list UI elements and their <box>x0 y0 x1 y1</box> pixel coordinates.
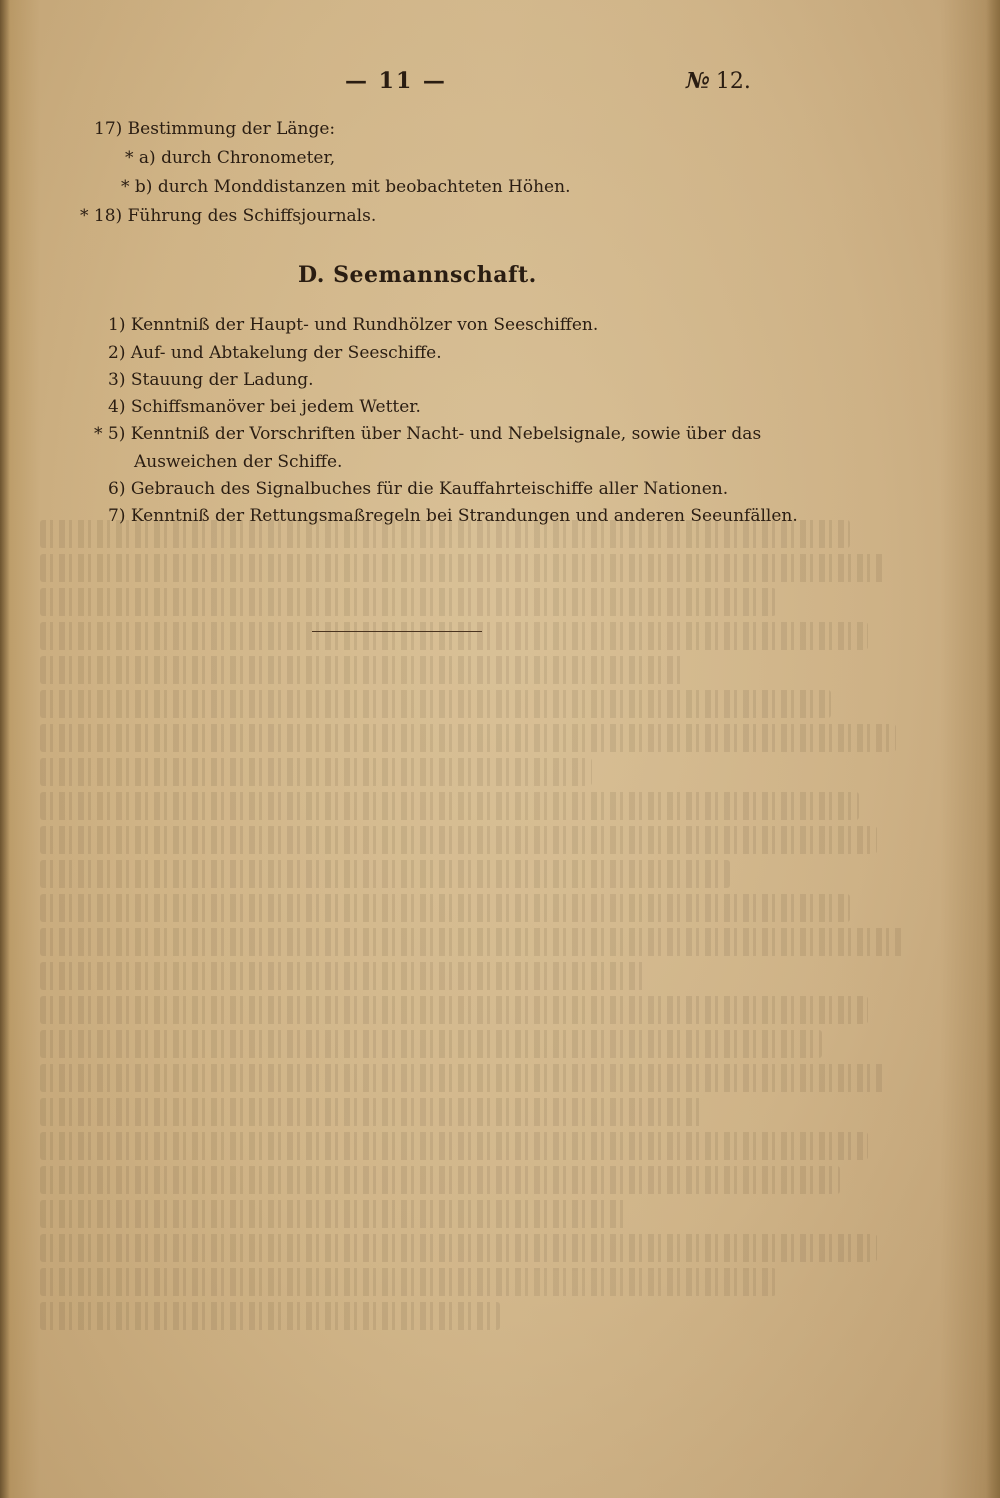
list-item-text: 17) Bestimmung der Länge: <box>94 119 336 139</box>
list-item-continuation <box>134 450 342 474</box>
list-item <box>108 368 314 392</box>
list-item-text: 4) Schiffsmanöver bei jedem Wetter. <box>108 397 421 417</box>
section-heading-d: D. Seemannschaft. <box>298 262 537 288</box>
list-item <box>80 204 376 228</box>
list-item <box>108 504 798 528</box>
list-item <box>108 341 442 365</box>
list-item-text: 3) Stauung der Ladung. <box>108 370 314 390</box>
document-number-value: 12. <box>715 69 751 94</box>
page-header <box>0 68 1000 104</box>
document-number <box>686 68 751 94</box>
list-item-text: 6) Gebrauch des Signalbuches für die Kauffahrteischiffe aller Nationen. <box>108 479 729 499</box>
page-left-edge <box>0 0 10 1498</box>
list-item <box>108 477 728 501</box>
bleed-through-texture <box>40 520 960 1420</box>
list-item-marker: * <box>94 424 103 444</box>
list-item-text: Ausweichen der Schiffe. <box>134 452 343 472</box>
list-item-text: b) durch Monddistanzen mit beobachteten Höhen. <box>134 177 571 197</box>
list-item-text: 7) Kenntniß der Rettungsmaßregeln bei Strandungen und anderen Seeunfällen. <box>108 506 798 526</box>
list-item <box>94 117 335 141</box>
list-item-marker: * <box>80 206 89 226</box>
list-item <box>125 146 335 170</box>
number-sign: № <box>686 68 710 94</box>
list-item-text: 2) Auf- und Abtakelung der Seeschiffe. <box>108 343 442 363</box>
list-item-text: 1) Kenntniß der Haupt- und Rundhölzer von Seeschiffen. <box>108 315 599 335</box>
page-number: — 11 — <box>345 68 447 94</box>
list-item <box>108 313 598 337</box>
list-item <box>108 395 421 419</box>
list-item <box>94 422 761 446</box>
list-item-text: 5) Kenntniß der Vorschriften über Nacht- und Nebelsignale, sowie über das <box>107 424 762 444</box>
list-item-text: 18) Führung des Schiffsjournals. <box>93 206 377 226</box>
list-item-marker: * <box>121 177 130 197</box>
list-item-marker: * <box>125 148 134 168</box>
list-item <box>121 175 570 199</box>
page-right-edge <box>986 0 1000 1498</box>
list-item-text: a) durch Chronometer, <box>138 148 336 168</box>
end-rule-divider <box>312 631 482 632</box>
